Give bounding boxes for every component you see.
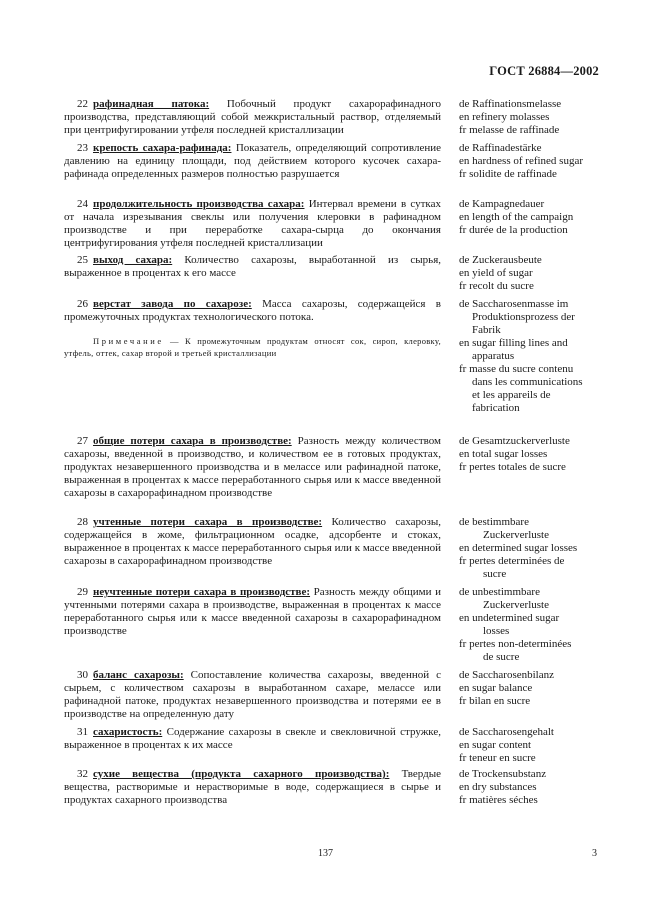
note-label: Примечание [93,336,164,346]
translation-en: en yield of sugar [459,267,533,279]
translation-fr: fr solidite de raffinade [459,168,557,180]
translations-31 [459,726,609,765]
page-number: 137 [318,848,333,859]
term-entry-23 [64,142,441,181]
translation-de: de bestimmbare [459,516,529,528]
term-entry-29 [64,586,441,638]
term-entry-32 [64,768,441,807]
translation-en: en sugar balance [459,682,533,694]
sheet-number: 3 [592,848,597,859]
translation-de: de unbestimmbare [459,586,540,598]
term-name: общие потери сахара в производстве: [93,435,292,447]
translation-en: en length of the campaign [459,211,574,223]
translation-de: de Raffinationsmelasse [459,98,562,110]
translations-22 [459,98,609,137]
translation-fr: fr teneur en sucre [459,752,536,764]
note-block [64,335,441,359]
translation-de: de Zuckerausbeute [459,254,542,266]
translations-25 [459,254,609,293]
translation-de: de Saccharosenmasse im [459,298,569,310]
term-number: 32 [77,768,88,780]
translations-24 [459,198,609,237]
translation-fr: fr matières séches [459,794,538,806]
translation-de: de Kampagnedauer [459,198,545,210]
translation-fr: fr recolt du sucre [459,280,534,292]
term-entry-26 [64,298,441,324]
term-definition: Количество сахарозы, выработанной из сырья, выраженное в процентах к его массе [64,254,441,279]
term-definition: Содержание сахарозы в свекле и свекловичной стружке, выраженное в процентах к их массе [64,726,441,751]
translation-de: de Saccharosenbilanz [459,669,554,681]
translation-fr: fr bilan en sucre [459,695,531,707]
translation-fr: fr pertes non-determinées [459,638,572,650]
translation-en: en determined sugar losses [459,542,578,554]
translation-fr: fr melasse de raffinade [459,124,560,136]
term-definition: Показатель, определяющий сопротивление давлению на единицу площади, под действием которого кусочек сахара-рафинада определенных размеров полностью разрушается [64,142,442,180]
translation-en: en sugar content [459,739,532,751]
term-entry-22 [64,98,441,137]
translation-en: en total sugar losses [459,448,548,460]
translation-fr-cont: dans les communications [472,376,583,388]
term-number: 24 [77,198,88,210]
term-name: крепость сахара-рафинада: [93,142,232,154]
translations-23 [459,142,609,181]
translations-29 [459,586,609,664]
translation-fr: fr durée de la production [459,224,568,236]
term-entry-25 [64,254,441,280]
translation-en: en refinery molasses [459,111,550,123]
note-text: — К промежуточным продуктам относят сок, сироп, клеровку, утфель, оттек, сахар второй и третьей кристаллизации [64,336,441,358]
term-entry-31 [64,726,441,752]
translation-en-cont: apparatus [472,350,515,362]
translation-fr: fr pertes totales de sucre [459,461,566,473]
term-number: 30 [77,669,88,681]
translation-de: de Saccharosengehalt [459,726,554,738]
term-entry-27 [64,435,441,500]
translation-fr: fr masse du sucre contenu [459,363,574,375]
term-definition: Сопоставление количества сахарозы, введенной с сырьем, с количеством сахарозы в выработанном сахаре, мелассе или рафинадной патоке, продуктах незавершенного производства и потерями ее в производстве на определенную дату [64,669,441,720]
term-name: выход сахара: [93,254,173,266]
term-name: учтенные потери сахара в производстве: [93,516,323,528]
term-number: 31 [77,726,88,738]
translation-de-cont: Produktionsprozess der [472,311,575,323]
translation-en: en undetermined sugar [459,612,560,624]
term-name: сахаристость: [93,726,163,738]
translation-en: en hardness of refined sugar [459,155,584,167]
term-name: неучтенные потери сахара в производстве: [93,586,311,598]
translation-fr-cont: et les appareils de [472,389,551,401]
translation-de: de Trockensubstanz [459,768,547,780]
translations-32 [459,768,609,807]
translation-fr-cont: fabrication [472,402,520,414]
term-number: 22 [77,98,88,110]
term-number: 25 [77,254,88,266]
translations-27 [459,435,609,474]
translations-26 [459,298,609,415]
translation-de-cont: Zuckerverluste [483,529,549,541]
translation-de-cont: Zuckerverluste [483,599,549,611]
translations-30 [459,669,609,708]
term-number: 23 [77,142,88,154]
translation-en-cont: losses [483,625,510,637]
term-name: продолжительность производства сахара: [93,198,305,210]
term-number: 28 [77,516,88,528]
term-name: рафинадная патока: [93,98,210,110]
standard-header: ГОСТ 26884—2002 [489,64,599,78]
term-definition: Количество сахарозы, содержащейся в жоме, фильтрационном осадке, адсорбенте и стоках, выраженное в процентах к массе переработанного сырья или к массе введенной сахарозы в сахарорафинадном производстве [64,516,441,567]
term-name: сухие вещества (продукта сахарного производства): [93,768,390,780]
term-definition: Разность между общими и учтенными потерями сахара в производстве, выраженная в процентах к массе переработанного сырья или к массе введенной сахарозы в сахарорафинадном производстве [64,586,441,637]
term-definition: Твердые вещества, растворимые и нерастворимые в воде, содержащиеся в сырье и продуктах сахарного производства [64,768,441,806]
term-entry-30 [64,669,441,721]
translation-en: en sugar filling lines and [459,337,568,349]
term-name: верстат завода по сахарозе: [93,298,252,310]
translation-de: de Raffinadestärke [459,142,542,154]
translation-de: de Gesamtzuckerverluste [459,435,570,447]
term-entry-24 [64,198,441,250]
translation-en: en dry substances [459,781,537,793]
term-definition: Побочный продукт сахарорафинадного производства, представляющий собой межкристальный раствор, отделяемый при центрифугировании утфеля последней кристаллизации [64,98,441,136]
term-number: 27 [77,435,88,447]
translation-de-cont: Fabrik [472,324,501,336]
translations-28 [459,516,609,581]
translation-fr: fr pertes determinées de [459,555,565,567]
term-definition: Разность между количеством сахарозы, введенной в производство, и количеством ее в готовых продуктах, продуктах незавершенного производства и в мелассе или рафинадной патоке, выраженная в процентах к массе переработанного сырья или к массе введенной сахарозы в сахарорафинадном производстве [64,435,441,499]
term-definition: Масса сахарозы, содержащейся в промежуточных продуктах технологического потока. [64,298,442,323]
term-number: 29 [77,586,88,598]
term-number: 26 [77,298,88,310]
term-definition: Интервал времени в сутках от начала изрезывания свеклы или получения клеровки в рафинадном производстве и при переработке сахара-сырца до окончания центрифугирования утфеля последней кристаллизации [64,198,441,249]
translation-fr-cont: de sucre [483,651,520,663]
term-name: баланс сахарозы: [93,669,184,681]
translation-fr-cont: sucre [483,568,507,580]
term-entry-28 [64,516,441,568]
